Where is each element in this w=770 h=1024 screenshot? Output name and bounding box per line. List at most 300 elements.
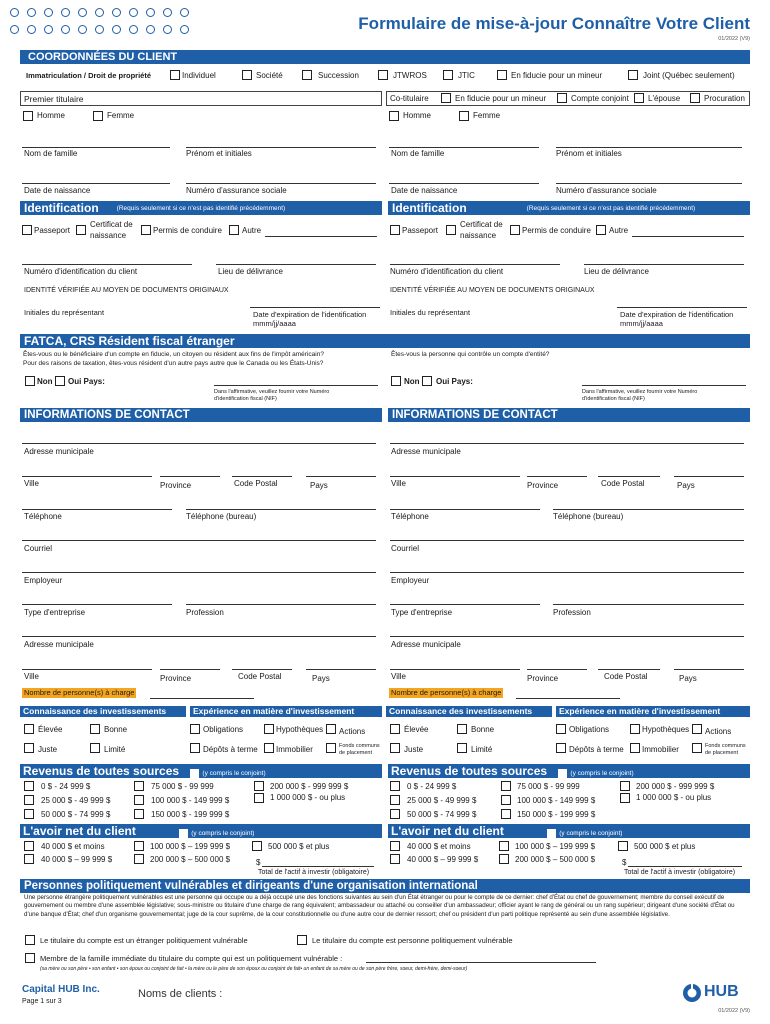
- field-nom-right[interactable]: Nom de famille: [391, 149, 445, 158]
- footer-page: Page 1 sur 3: [22, 998, 62, 1005]
- label-cotit-fiducie: En fiducie pour un mineur: [455, 94, 547, 103]
- checkbox-rev2-left[interactable]: [24, 795, 34, 805]
- avoir-title-left: L'avoir net du client: [23, 824, 136, 838]
- line-prenom-left: [186, 147, 376, 148]
- label-fiducie-mineur: En fiducie pour un mineur: [511, 71, 603, 80]
- contact-bar-right: INFORMATIONS DE CONTACT: [388, 408, 750, 422]
- line-pays-right: [674, 476, 744, 477]
- label-rev2-left: 25 000 $ - 49 999 $: [41, 796, 111, 805]
- checkbox-ppv-famille[interactable]: [25, 953, 35, 963]
- label-avoir5-right: 500 000 $ et plus: [634, 842, 696, 851]
- label-avoir1-right: 40 000 $ et moins: [407, 842, 471, 851]
- checkbox-elevee-left[interactable]: [24, 724, 34, 734]
- line-cp-left: [232, 476, 292, 477]
- revenus-conjoint-left: (y compris le conjoint): [202, 770, 266, 777]
- label-rev7-right: 200 000 $ - 999 999 $: [636, 782, 715, 791]
- label-cotit-conjoint: Compte conjoint: [571, 94, 629, 103]
- label-total-right: Total de l'actif à investir (obligatoire): [624, 869, 736, 876]
- field-prenom-right[interactable]: Prénom et initiales: [556, 149, 622, 158]
- line-ville-left: [22, 476, 152, 477]
- checkbox-passeport-right[interactable]: [390, 225, 400, 235]
- field-pays2-left[interactable]: Pays: [312, 674, 330, 683]
- line-employeur-right: [390, 572, 744, 573]
- line-type-right: [390, 604, 540, 605]
- ident-bar-left: [20, 201, 382, 215]
- field-dob-right[interactable]: Date de naissance: [391, 186, 458, 195]
- checkbox-hypotheques-left[interactable]: [264, 724, 274, 734]
- label-succession: Succession: [318, 71, 359, 80]
- field-ville-right[interactable]: Ville: [391, 479, 406, 488]
- label-fonds-right-1: Fonds communs: [705, 743, 746, 749]
- checkbox-rev6-left[interactable]: [134, 809, 144, 819]
- line-prenom-right: [556, 147, 742, 148]
- fatca-bar: FATCA, CRS Résident fiscal étranger: [20, 334, 750, 348]
- experience-bar-right: Expérience en matière d'investissement: [556, 706, 750, 717]
- label-fatca-non-right: Non: [404, 377, 420, 386]
- label-rev5-left: 100 000 $ - 149 999 $: [151, 796, 230, 805]
- label-permis-right: Permis de conduire: [522, 226, 591, 235]
- label-limite-left: Limité: [104, 745, 126, 754]
- label-rev5-right: 100 000 $ - 149 999 $: [517, 796, 596, 805]
- field-cp-right[interactable]: Code Postal: [601, 479, 645, 488]
- checkbox-avoir-conjoint-left[interactable]: [179, 829, 188, 838]
- checkbox-rev8-right[interactable]: [620, 793, 630, 803]
- fatca-q-left-1: Êtes-vous ou le bénéficiaire d'un compte en fiducie, un citoyen ou résident aux fins de l'impôt américain?: [23, 351, 324, 358]
- checkbox-rev3-right[interactable]: [390, 809, 400, 819]
- label-obligations-right: Obligations: [569, 725, 610, 734]
- label-hypotheques-left: Hypothèques: [276, 725, 324, 734]
- label-passeport-right: Passeport: [402, 226, 439, 235]
- checkbox-permis-right[interactable]: [510, 225, 520, 235]
- checkbox-individuel[interactable]: [170, 70, 180, 80]
- checkbox-avoir3-right[interactable]: [499, 841, 509, 851]
- dollar-right: $: [622, 858, 627, 867]
- line-nom-left: [22, 147, 170, 148]
- form-title: Formulaire de mise-à-jour Connaître Votre Client: [358, 14, 750, 33]
- field-adresse-left[interactable]: Adresse municipale: [24, 447, 94, 456]
- line-ville-right: [390, 476, 520, 477]
- checkbox-rev4-left[interactable]: [134, 781, 144, 791]
- checkbox-certificat-right[interactable]: [446, 225, 456, 235]
- checkbox-actions-left[interactable]: [326, 724, 336, 734]
- label-homme-right: Homme: [403, 111, 432, 120]
- label-rev8-left: 1 000 000 $ - ou plus: [270, 793, 346, 802]
- line-numid-right: [390, 264, 560, 265]
- avoir-conjoint-right: (y compris le conjoint): [559, 830, 623, 837]
- ident-title-right: Identification: [392, 201, 467, 215]
- label-rev3-right: 50 000 $ - 74 999 $: [407, 810, 477, 819]
- field-cp2-right[interactable]: Code Postal: [604, 672, 648, 681]
- label-certificat-left-2: naissance: [90, 231, 127, 240]
- field-employeur-right[interactable]: Employeur: [391, 576, 430, 585]
- checkbox-juste-left[interactable]: [24, 743, 34, 753]
- checkbox-rev4-right[interactable]: [501, 781, 511, 791]
- checkbox-bonne-left[interactable]: [90, 724, 100, 734]
- ppv-bar: Personnes politiquement vulnérables et dirigeants d'une organisation international: [20, 879, 750, 893]
- label-cotit-procuration: Procuration: [704, 94, 745, 103]
- field-personnes-charge-left[interactable]: Nombre de personne(s) à charge: [24, 688, 135, 697]
- label-rev1-left: 0 $ - 24 999 $: [41, 782, 91, 791]
- checkbox-limite-right[interactable]: [457, 743, 467, 753]
- line-autre-left: [265, 236, 377, 237]
- line-adresse2-left: [22, 636, 376, 637]
- label-rev4-left: 75 000 $ - 99 999: [151, 782, 214, 791]
- header-circles: [10, 8, 210, 40]
- label-societe: Société: [256, 71, 283, 80]
- checkbox-avoir-conjoint-right[interactable]: [547, 829, 556, 838]
- checkbox-avoir5-right[interactable]: [618, 841, 628, 851]
- field-prof-right[interactable]: Profession: [553, 608, 591, 617]
- line-exp-right: [617, 307, 747, 308]
- field-province-right[interactable]: Province: [527, 481, 559, 490]
- line-ville2-right: [390, 669, 520, 670]
- label-avoir4-right: 200 000 $ – 500 000 $: [515, 855, 596, 864]
- line-pays-left: [306, 476, 376, 477]
- line-pays2-left: [306, 669, 376, 670]
- label-depots-left: Dépôts à terme: [203, 745, 258, 754]
- field-lieu-right[interactable]: Lieu de délivrance: [584, 267, 649, 276]
- line-exp-left: [250, 307, 380, 308]
- label-ppv-famille: Membre de la famille immédiate du titulaire du compte qui est un politiquement vulnérable :: [40, 954, 343, 963]
- revenus-title-left: Revenus de toutes sources: [23, 764, 180, 778]
- line-adresse-left: [22, 443, 376, 444]
- field-pays-left[interactable]: Pays: [310, 481, 328, 490]
- field-adresse2-right[interactable]: Adresse municipale: [391, 640, 461, 649]
- field-courriel-left[interactable]: Courriel: [24, 544, 53, 553]
- nif-label-left-2: d'identification fiscal (NIF): [214, 396, 277, 402]
- checkbox-avoir3-left[interactable]: [134, 841, 144, 851]
- line-charge-right: [516, 698, 620, 699]
- label-rev7-left: 200 000 $ - 999 999 $: [270, 782, 349, 791]
- field-prenom-left[interactable]: Prénom et initiales: [186, 149, 252, 158]
- avoir-title-right: L'avoir net du client: [391, 824, 504, 838]
- field-tel-left[interactable]: Téléphone: [24, 512, 62, 521]
- label-rev2-right: 25 000 $ - 49 999 $: [407, 796, 477, 805]
- checkbox-fonds-right[interactable]: [692, 743, 702, 753]
- label-rev6-right: 150 000 $ - 199 999 $: [517, 810, 596, 819]
- footer-version: 01/2022 (V9): [718, 1008, 750, 1014]
- label-hypotheques-right: Hypothèques: [642, 725, 690, 734]
- label-actions-left: Actions: [339, 727, 366, 736]
- line-prov2-left: [160, 669, 220, 670]
- label-limite-right: Limité: [471, 745, 493, 754]
- line-nom-right: [389, 147, 539, 148]
- line-pays2-right: [674, 669, 744, 670]
- checkbox-avoir5-left[interactable]: [252, 841, 262, 851]
- checkbox-obligations-right[interactable]: [556, 724, 566, 734]
- checkbox-revenus-conjoint-left[interactable]: [190, 769, 199, 778]
- footer-company: Capital HUB Inc.: [22, 984, 100, 995]
- checkbox-rev8-left[interactable]: [254, 793, 264, 803]
- label-total-left: Total de l'actif à investir (obligatoire): [258, 869, 370, 876]
- line-tel-right: [390, 509, 540, 510]
- checkbox-fatca-oui-left[interactable]: [55, 376, 65, 386]
- line-nas-left: [186, 183, 376, 184]
- checkbox-femme-left[interactable]: [93, 111, 103, 121]
- field-pays2-right[interactable]: Pays: [679, 674, 697, 683]
- line-ppv-famille: [366, 962, 596, 963]
- line-prof-left: [186, 604, 376, 605]
- checkbox-avoir2-right[interactable]: [390, 854, 400, 864]
- field-province-left[interactable]: Province: [160, 481, 192, 490]
- line-adresse-right: [390, 443, 744, 444]
- checkbox-rev2-right[interactable]: [390, 795, 400, 805]
- line-type-left: [22, 604, 172, 605]
- line-dob-right: [389, 183, 539, 184]
- initiales-label-left[interactable]: Initiales du représentant: [24, 308, 105, 317]
- label-certificat-right-2: naissance: [460, 231, 497, 240]
- checkbox-avoir4-right[interactable]: [499, 854, 509, 864]
- line-courriel-left: [22, 540, 376, 541]
- dollar-left: $: [256, 858, 261, 867]
- line-adresse2-right: [390, 636, 744, 637]
- label-autre-left: Autre: [242, 226, 262, 235]
- expiration-label-right-1: Date d'expiration de l'identification: [620, 310, 734, 319]
- checkbox-avoir1-left[interactable]: [24, 841, 34, 851]
- label-rev8-right: 1 000 000 $ - ou plus: [636, 793, 712, 802]
- label-jtic: JTIC: [458, 71, 475, 80]
- label-fonds-left-1: Fonds communs: [339, 743, 380, 749]
- field-numid-right[interactable]: Numéro d'identification du client: [390, 267, 504, 276]
- field-province2-left[interactable]: Province: [160, 674, 192, 683]
- checkbox-fonds-left[interactable]: [326, 743, 336, 753]
- line-cp-right: [598, 476, 660, 477]
- checkbox-revenus-conjoint-right[interactable]: [558, 769, 567, 778]
- ppv-footnote: (sa mère ou son père • son enfant • son époux ou conjoint de fait • la mère ou le père de son époux ou conjoint de fait• un enfant de sa mère ou de son père frère, soeur, demi-frère, demi-soeur): [40, 966, 468, 972]
- label-elevee-left: Élevée: [38, 725, 63, 734]
- ppv-paragraph: Une personne étrangère politiquement vulnérables est une personne qui occupe ou a déjà occupé une des fonctions suivantes au sein d'un État étranger ou pour le compte de ce dernier: chef d'État ou chef de gouvernement; membre du conseil exécutif de gouvernement ou membre d'une assemblée législative; sous-ministre ou titulaire d'une charge de rang équivalent; ambassadeur ou attaché ou conseiller d'un ambassadeur; officier ayant le rang de général ou un rang supérieur; dirigeant d'une société d'État ou d'une banque d'État; chef d'un organisme gouvernemental; juge de la cour suprême, de la cour constitutionnelle ou d'une autre cour de dernier ressort; chef ou président d'un parti politique représenté au sein d'une assemblée législative.: [24, 894, 735, 918]
- label-individuel: Individuel: [182, 71, 216, 80]
- checkbox-rev5-left[interactable]: [134, 795, 144, 805]
- line-dob-left: [22, 183, 170, 184]
- label-obligations-left: Obligations: [203, 725, 244, 734]
- checkbox-femme-right[interactable]: [459, 111, 469, 121]
- field-lieu-left[interactable]: Lieu de délivrance: [218, 267, 283, 276]
- field-telb-left[interactable]: Téléphone (bureau): [186, 512, 257, 521]
- line-courriel-right: [390, 540, 744, 541]
- checkbox-cotit-fiducie[interactable]: [441, 93, 451, 103]
- label-femme-right: Femme: [473, 111, 501, 120]
- line-prov-left: [160, 476, 220, 477]
- field-personnes-charge-right[interactable]: Nombre de personne(s) à charge: [391, 688, 502, 697]
- avoir-bar-left: [20, 824, 382, 838]
- checkbox-jtic[interactable]: [443, 70, 453, 80]
- checkbox-fatca-non-right[interactable]: [391, 376, 401, 386]
- label-homme-left: Homme: [37, 111, 66, 120]
- fatca-q-left-2: Pour des raisons de taxation, êtes-vous résident d'un autre pays autre que le Canada ou les États-Unis?: [23, 360, 324, 367]
- checkbox-succession[interactable]: [302, 70, 312, 80]
- label-avoir5-left: 500 000 $ et plus: [268, 842, 330, 851]
- field-nas-left[interactable]: Numéro d'assurance sociale: [186, 186, 287, 195]
- checkbox-bonne-right[interactable]: [457, 724, 467, 734]
- label-ppv-national: Le titulaire du compte est personne politiquement vulnérable: [312, 936, 513, 945]
- field-province2-right[interactable]: Province: [527, 674, 559, 683]
- checkbox-autre-left[interactable]: [229, 225, 239, 235]
- initiales-label-right[interactable]: Initiales du représentant: [390, 308, 471, 317]
- checkbox-elevee-right[interactable]: [390, 724, 400, 734]
- line-telb-right: [553, 509, 744, 510]
- checkbox-actions-right[interactable]: [692, 724, 702, 734]
- ident-title-left: Identification: [24, 201, 99, 215]
- label-autre-right: Autre: [609, 226, 629, 235]
- label-rev3-left: 50 000 $ - 74 999 $: [41, 810, 111, 819]
- line-charge-left: [150, 698, 254, 699]
- label-permis-left: Permis de conduire: [153, 226, 222, 235]
- label-bonne-right: Bonne: [471, 725, 495, 734]
- label-cotit-epouse: L'épouse: [648, 94, 681, 103]
- verif-label-left: IDENTITÉ VÉRIFIÉE AU MOYEN DE DOCUMENTS ORIGINAUX: [24, 287, 229, 294]
- coord-bar: COORDONNÉES DU CLIENT: [20, 50, 750, 64]
- checkbox-hypotheques-right[interactable]: [630, 724, 640, 734]
- label-fatca-non-left: Non: [37, 377, 53, 386]
- checkbox-rev7-right[interactable]: [620, 781, 630, 791]
- checkbox-avoir2-left[interactable]: [24, 854, 34, 864]
- field-pays-right[interactable]: Pays: [677, 481, 695, 490]
- label-bonne-left: Bonne: [104, 725, 128, 734]
- line-nas-right: [556, 183, 742, 184]
- field-adresse2-left[interactable]: Adresse municipale: [24, 640, 94, 649]
- field-tel-right[interactable]: Téléphone: [391, 512, 429, 521]
- line-prof-right: [553, 604, 744, 605]
- checkbox-cotit-epouse[interactable]: [634, 93, 644, 103]
- contact-bar-left: INFORMATIONS DE CONTACT: [20, 408, 382, 422]
- connaissance-bar-left: Connaissance des investissements: [20, 706, 186, 717]
- field-prof-left[interactable]: Profession: [186, 608, 224, 617]
- line-lieu-left: [216, 264, 376, 265]
- field-employeur-left[interactable]: Employeur: [24, 576, 63, 585]
- checkbox-cotit-conjoint[interactable]: [557, 93, 567, 103]
- field-adresse-right[interactable]: Adresse municipale: [391, 447, 461, 456]
- checkbox-homme-left[interactable]: [23, 111, 33, 121]
- checkbox-societe[interactable]: [242, 70, 252, 80]
- checkbox-avoir1-right[interactable]: [390, 841, 400, 851]
- label-immobilier-right: Immobilier: [642, 745, 679, 754]
- field-dob-left[interactable]: Date de naissance: [24, 186, 91, 195]
- line-cp2-left: [232, 669, 292, 670]
- line-prov2-right: [527, 669, 587, 670]
- field-ville2-left[interactable]: Ville: [24, 672, 39, 681]
- field-nas-right[interactable]: Numéro d'assurance sociale: [556, 186, 657, 195]
- hub-logo-icon: [682, 983, 702, 1003]
- checkbox-permis-left[interactable]: [141, 225, 151, 235]
- hub-logo: [682, 982, 752, 1004]
- checkbox-joint-quebec[interactable]: [628, 70, 638, 80]
- checkbox-immobilier-left[interactable]: [264, 743, 274, 753]
- label-juste-left: Juste: [38, 745, 58, 754]
- checkbox-depots-left[interactable]: [190, 743, 200, 753]
- checkbox-juste-right[interactable]: [390, 743, 400, 753]
- field-ville2-right[interactable]: Ville: [391, 672, 406, 681]
- line-numid-left: [22, 264, 192, 265]
- checkbox-certificat-left[interactable]: [76, 225, 86, 235]
- field-cp2-left[interactable]: Code Postal: [238, 672, 282, 681]
- nif-label-left-1: Dans l'affirmative, veuillez fournir votre Numéro: [214, 389, 330, 395]
- label-avoir1-left: 40 000 $ et moins: [41, 842, 105, 851]
- field-type-right[interactable]: Type d'entreprise: [391, 608, 453, 617]
- field-type-left[interactable]: Type d'entreprise: [24, 608, 86, 617]
- label-avoir3-right: 100 000 $ – 199 999 $: [515, 842, 596, 851]
- checkbox-limite-left[interactable]: [90, 743, 100, 753]
- checkbox-rev1-right[interactable]: [390, 781, 400, 791]
- label-avoir2-left: 40 000 $ – 99 999 $: [41, 855, 113, 864]
- checkbox-rev5-right[interactable]: [501, 795, 511, 805]
- label-passeport-left: Passeport: [34, 226, 71, 235]
- label-fonds-left-2: de placement: [339, 750, 373, 756]
- line-telb-left: [186, 509, 376, 510]
- line-autre-right: [632, 236, 744, 237]
- version-label: 01/2022 (V9): [718, 36, 750, 42]
- revenus-bar-left: [20, 764, 382, 778]
- field-ville-left[interactable]: Ville: [24, 479, 39, 488]
- label-fatca-oui-left: Oui Pays:: [68, 377, 105, 386]
- expiration-label-left-1: Date d'expiration de l'identification: [253, 310, 367, 319]
- footer-noms: Noms de clients :: [138, 988, 223, 1000]
- field-numid-left[interactable]: Numéro d'identification du client: [24, 267, 138, 276]
- label-certificat-right-1: Certificat de: [460, 220, 503, 229]
- line-prov-right: [527, 476, 587, 477]
- checkbox-fatca-oui-right[interactable]: [422, 376, 432, 386]
- checkbox-depots-right[interactable]: [556, 743, 566, 753]
- ident-bar-right: [388, 201, 750, 215]
- line-employeur-left: [22, 572, 376, 573]
- label-rev4-right: 75 000 $ - 99 999: [517, 782, 580, 791]
- checkbox-homme-right[interactable]: [389, 111, 399, 121]
- checkbox-fatca-non-left[interactable]: [25, 376, 35, 386]
- checkbox-autre-right[interactable]: [596, 225, 606, 235]
- field-cp-left[interactable]: Code Postal: [234, 479, 278, 488]
- expiration-label-right-2: mmm/jj/aaaa: [620, 319, 663, 328]
- avoir-bar-right: [388, 824, 750, 838]
- revenus-bar-right: [388, 764, 750, 778]
- label-avoir4-left: 200 000 $ – 500 000 $: [150, 855, 231, 864]
- checkbox-ppv-national[interactable]: [297, 935, 307, 945]
- checkbox-jtwros[interactable]: [378, 70, 388, 80]
- checkbox-rev7-left[interactable]: [254, 781, 264, 791]
- label-joint-quebec: Joint (Québec seulement): [643, 71, 735, 80]
- checkbox-obligations-left[interactable]: [190, 724, 200, 734]
- checkbox-avoir4-left[interactable]: [134, 854, 144, 864]
- expiration-label-left-2: mmm/jj/aaaa: [253, 319, 296, 328]
- checkbox-rev3-left[interactable]: [24, 809, 34, 819]
- nif-label-right-1: Dans l'affirmative, veuillez fournir votre Numéro: [582, 389, 698, 395]
- label-femme-left: Femme: [107, 111, 135, 120]
- avoir-conjoint-left: (y compris le conjoint): [191, 830, 255, 837]
- checkbox-fiducie-mineur[interactable]: [497, 70, 507, 80]
- hub-logo-text: HUB: [704, 983, 739, 1000]
- field-nom-left[interactable]: Nom de famille: [24, 149, 78, 158]
- ident-note-right: (Requis seulement si ce n'est pas identifié précédemment): [526, 204, 696, 212]
- label-ppv-etranger: Le titulaire du compte est un étranger politiquement vulnérable: [40, 936, 248, 945]
- field-telb-right[interactable]: Téléphone (bureau): [553, 512, 624, 521]
- label-juste-right: Juste: [404, 745, 424, 754]
- checkbox-rev1-left[interactable]: [24, 781, 34, 791]
- line-nif-left: [214, 385, 378, 386]
- checkbox-rev6-right[interactable]: [501, 809, 511, 819]
- checkbox-passeport-left[interactable]: [22, 225, 32, 235]
- nif-label-right-2: d'identification fiscal (NIF): [582, 396, 645, 402]
- co-titulaire-label: Co-titulaire: [390, 94, 429, 103]
- checkbox-cotit-procuration[interactable]: [690, 93, 700, 103]
- label-certificat-left-1: Certificat de: [90, 220, 133, 229]
- label-immobilier-left: Immobilier: [276, 745, 313, 754]
- label-rev1-right: 0 $ - 24 999 $: [407, 782, 457, 791]
- field-courriel-right[interactable]: Courriel: [391, 544, 420, 553]
- label-avoir2-right: 40 000 $ – 99 999 $: [407, 855, 479, 864]
- label-depots-right: Dépôts à terme: [569, 745, 624, 754]
- premier-titulaire-label: Premier titulaire: [24, 94, 84, 104]
- checkbox-ppv-etranger[interactable]: [25, 935, 35, 945]
- checkbox-immobilier-right[interactable]: [630, 743, 640, 753]
